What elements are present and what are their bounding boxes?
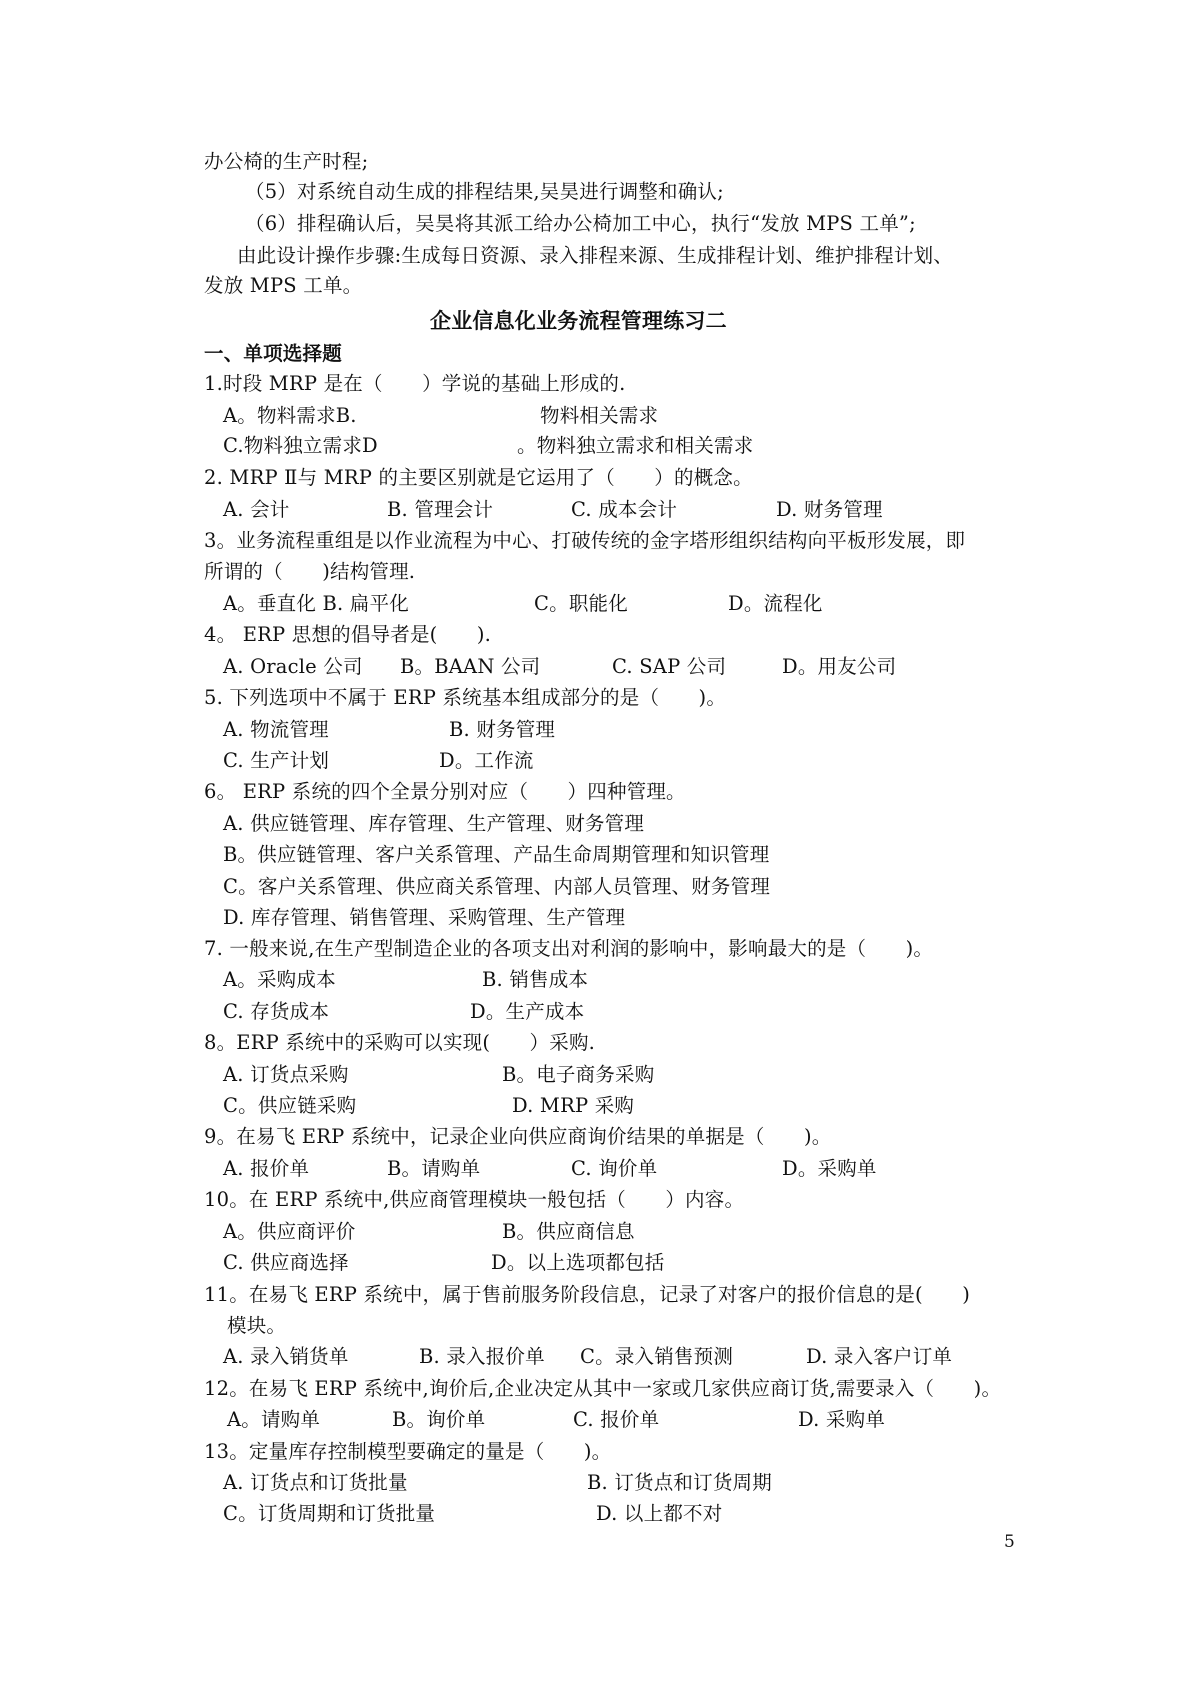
option-d: D. 录入客户订单 — [806, 1345, 953, 1368]
option-c: C. SAP 公司 — [612, 655, 727, 678]
option-c: C。订货周期和订货批量 — [223, 1502, 436, 1525]
option-a: A. 订货点采购 — [223, 1063, 349, 1086]
option-b: B。供应链管理、客户关系管理、产品生命周期管理和知识管理 — [223, 843, 770, 866]
option-d: D。生产成本 — [470, 1000, 585, 1023]
option-a: A。物料需求B. — [223, 404, 357, 427]
question-stem: 4。 ERP 思想的倡导者是( ). — [204, 623, 492, 646]
option-d: D. 库存管理、销售管理、采购管理、生产管理 — [223, 906, 626, 929]
option-a: A. Oracle 公司 — [223, 655, 363, 678]
option-d: D。流程化 — [728, 592, 823, 615]
option-c: C. 成本会计 — [571, 498, 678, 521]
option-c: C。录入销售预测 — [580, 1345, 734, 1368]
option-d: D。以上选项都包括 — [491, 1251, 665, 1274]
option-b: B。供应商信息 — [502, 1220, 635, 1243]
question-stem: 3。业务流程重组是以作业流程为中心、打破传统的金字塔形组织结构向平板形发展，即 — [204, 529, 966, 552]
option-b: B. 订货点和订货周期 — [587, 1471, 772, 1494]
option-c: C。职能化 — [534, 592, 628, 615]
option-a: A. 供应链管理、库存管理、生产管理、财务管理 — [223, 812, 645, 835]
option-c: C. 生产计划 — [223, 749, 330, 772]
question-stem: 10。在 ERP 系统中,供应商管理模块一般包括（ ）内容。 — [204, 1188, 745, 1211]
option-d: D。工作流 — [439, 749, 534, 772]
question-stem: 1.时段 MRP 是在（ ）学说的基础上形成的. — [204, 372, 626, 395]
option-a: A. 会计 — [223, 498, 290, 521]
option-a: A. 报价单 — [223, 1157, 310, 1180]
option-a: A. 订货点和订货批量 — [223, 1471, 408, 1494]
option-d: D. 以上都不对 — [596, 1502, 723, 1525]
option-a: A. 录入销货单 — [223, 1345, 349, 1368]
option-c: C. 询价单 — [571, 1157, 658, 1180]
option-a: A。采购成本 — [223, 968, 336, 991]
intro-line: （6）排程确认后，吴昊将其派工给办公椅加工中心，执行“发放 MPS 工单”; — [245, 212, 916, 235]
option-d: D. 财务管理 — [776, 498, 883, 521]
option-b: B。询价单 — [392, 1408, 486, 1431]
option-b: B. 录入报价单 — [419, 1345, 545, 1368]
question-stem: 5. 下列选项中不属于 ERP 系统基本组成部分的是（ )。 — [204, 686, 727, 709]
section-heading: 一、单项选择题 — [204, 342, 342, 365]
question-stem-continued: 模块。 — [227, 1314, 287, 1337]
page-number: 5 — [1004, 1532, 1015, 1552]
option-d: 。物料独立需求和相关需求 — [517, 434, 754, 457]
option-c: C. 存货成本 — [223, 1000, 330, 1023]
exercise-title: 企业信息化业务流程管理练习二 — [430, 308, 727, 333]
question-stem: 11。在易飞 ERP 系统中，属于售前服务阶段信息，记录了对客户的报价信息的是( ) — [204, 1283, 971, 1306]
question-stem: 9。在易飞 ERP 系统中，记录企业向供应商询价结果的单据是（ )。 — [204, 1125, 832, 1148]
option-d: D. MRP 采购 — [512, 1094, 635, 1117]
question-stem: 13。定量库存控制模型要确定的量是（ )。 — [204, 1440, 612, 1463]
option-c: C. 供应商选择 — [223, 1251, 349, 1274]
option-b: B. 管理会计 — [387, 498, 494, 521]
intro-line: 办公椅的生产时程; — [204, 150, 369, 173]
option-a: A。供应商评价 — [223, 1220, 356, 1243]
intro-line: （5）对系统自动生成的排程结果,吴昊进行调整和确认; — [245, 180, 724, 203]
option-d: D。用友公司 — [782, 655, 897, 678]
question-stem: 8。ERP 系统中的采购可以实现( ）采购. — [204, 1031, 596, 1054]
option-b: B. 财务管理 — [449, 718, 556, 741]
option-d: D。采购单 — [782, 1157, 877, 1180]
question-stem: 2. MRP Ⅱ与 MRP 的主要区别就是它运用了（ ）的概念。 — [204, 466, 753, 489]
option-b: B. 销售成本 — [482, 968, 589, 991]
question-stem: 7. 一般来说,在生产型制造企业的各项支出对利润的影响中，影响最大的是（ )。 — [204, 937, 934, 960]
option-c: C。供应链采购 — [223, 1094, 357, 1117]
option-d: D. 采购单 — [798, 1408, 886, 1431]
option-c: C. 报价单 — [573, 1408, 660, 1431]
question-stem-continued: 所谓的（ )结构管理. — [204, 560, 416, 583]
option-c: C。客户关系管理、供应商关系管理、内部人员管理、财务管理 — [223, 875, 771, 898]
question-stem: 12。在易飞 ERP 系统中,询价后,企业决定从其中一家或几家供应商订货,需要录入（ )。 — [204, 1377, 1002, 1400]
option-b: B。电子商务采购 — [502, 1063, 655, 1086]
option-a: A。请购单 — [227, 1408, 321, 1431]
option-b: B。BAAN 公司 — [400, 655, 541, 678]
option-a: A。垂直化 B. 扁平化 — [223, 592, 409, 615]
option-b: 物料相关需求 — [540, 404, 659, 427]
option-b: B。请购单 — [387, 1157, 481, 1180]
option-a: A. 物流管理 — [223, 718, 329, 741]
intro-line: 由此设计操作步骤:生成每日资源、录入排程来源、生成排程计划、维护排程计划、 — [237, 244, 953, 267]
question-stem: 6。 ERP 系统的四个全景分别对应（ ）四种管理。 — [204, 780, 686, 803]
intro-line: 发放 MPS 工单。 — [204, 274, 363, 297]
option-c: C.物料独立需求D — [223, 434, 378, 457]
